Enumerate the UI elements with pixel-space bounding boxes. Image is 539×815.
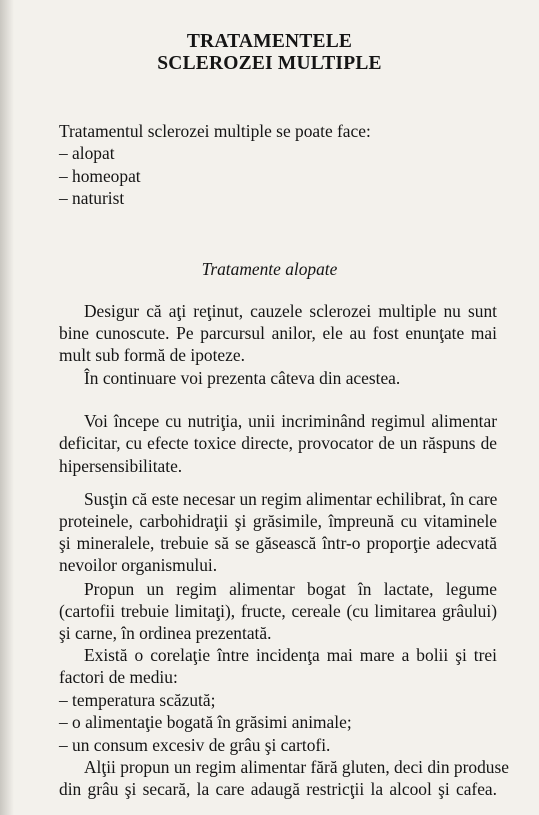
body-line: bine cunoscute. Pe parcursul anilor, ele au fost enunţate mai [59,323,497,343]
intro-item-alopat: – alopat [59,143,115,163]
body-line: hipersensibilitate. [59,456,183,476]
intro-item-homeopat: – homeopat [59,166,141,186]
section-heading: Tratamente alopate [201,259,338,279]
body-line: În continuare voi prezenta câteva din acestea. [84,368,401,388]
body-line: şi mineralele, trebuie să se găsească într-o proporţie adecvată [59,533,497,553]
body-line: Voi începe cu nutriţia, unii incriminând regimul alimentar [84,411,497,431]
body-line: mult sub formă de ipoteze. [59,345,245,365]
chapter-title-line-2: SCLEROZEI MULTIPLE [157,53,382,74]
body-line: Desigur că aţi reţinut, cauzele sclerozei multiple nu sunt [84,301,497,321]
intro-lead: Tratamentul sclerozei multiple se poate face: [59,121,371,141]
body-line: nevoilor organismului. [59,555,218,575]
body-line: Există o corelaţie între incidenţa mai mare a bolii şi trei [84,645,497,665]
intro-item-naturist: – naturist [59,188,125,208]
body-line: şi carne, în ordinea prezentată. [59,623,272,643]
body-line: – un consum excesiv de grâu şi cartofi. [59,735,331,755]
body-line: proteinele, carbohidraţii şi grăsimile, împreună cu vitaminele [59,511,497,531]
body-line: din grâu şi secară, la care adaugă restricţii la alcool şi cafea. [59,779,497,799]
body-line: Propun un regim alimentar bogat în lactate, legume [84,579,497,599]
body-line: (cartofii trebuie limitaţi), fructe, cereale (cu limitarea grâului) [59,601,497,621]
body-line: Alţii propun un regim alimentar fără gluten, deci din produse [84,757,509,777]
chapter-title-line-1: TRATAMENTELE [186,31,353,52]
page-gutter-shadow [0,0,14,815]
body-line: – temperatura scăzută; [59,690,216,710]
body-line: deficitar, cu efecte toxice directe, provocator de un răspuns de [59,433,497,453]
body-line: Susţin că este necesar un regim alimentar echilibrat, în care [84,489,498,509]
body-line: – o alimentaţie bogată în grăsimi animale; [59,712,352,732]
body-line: factori de mediu: [59,667,178,687]
